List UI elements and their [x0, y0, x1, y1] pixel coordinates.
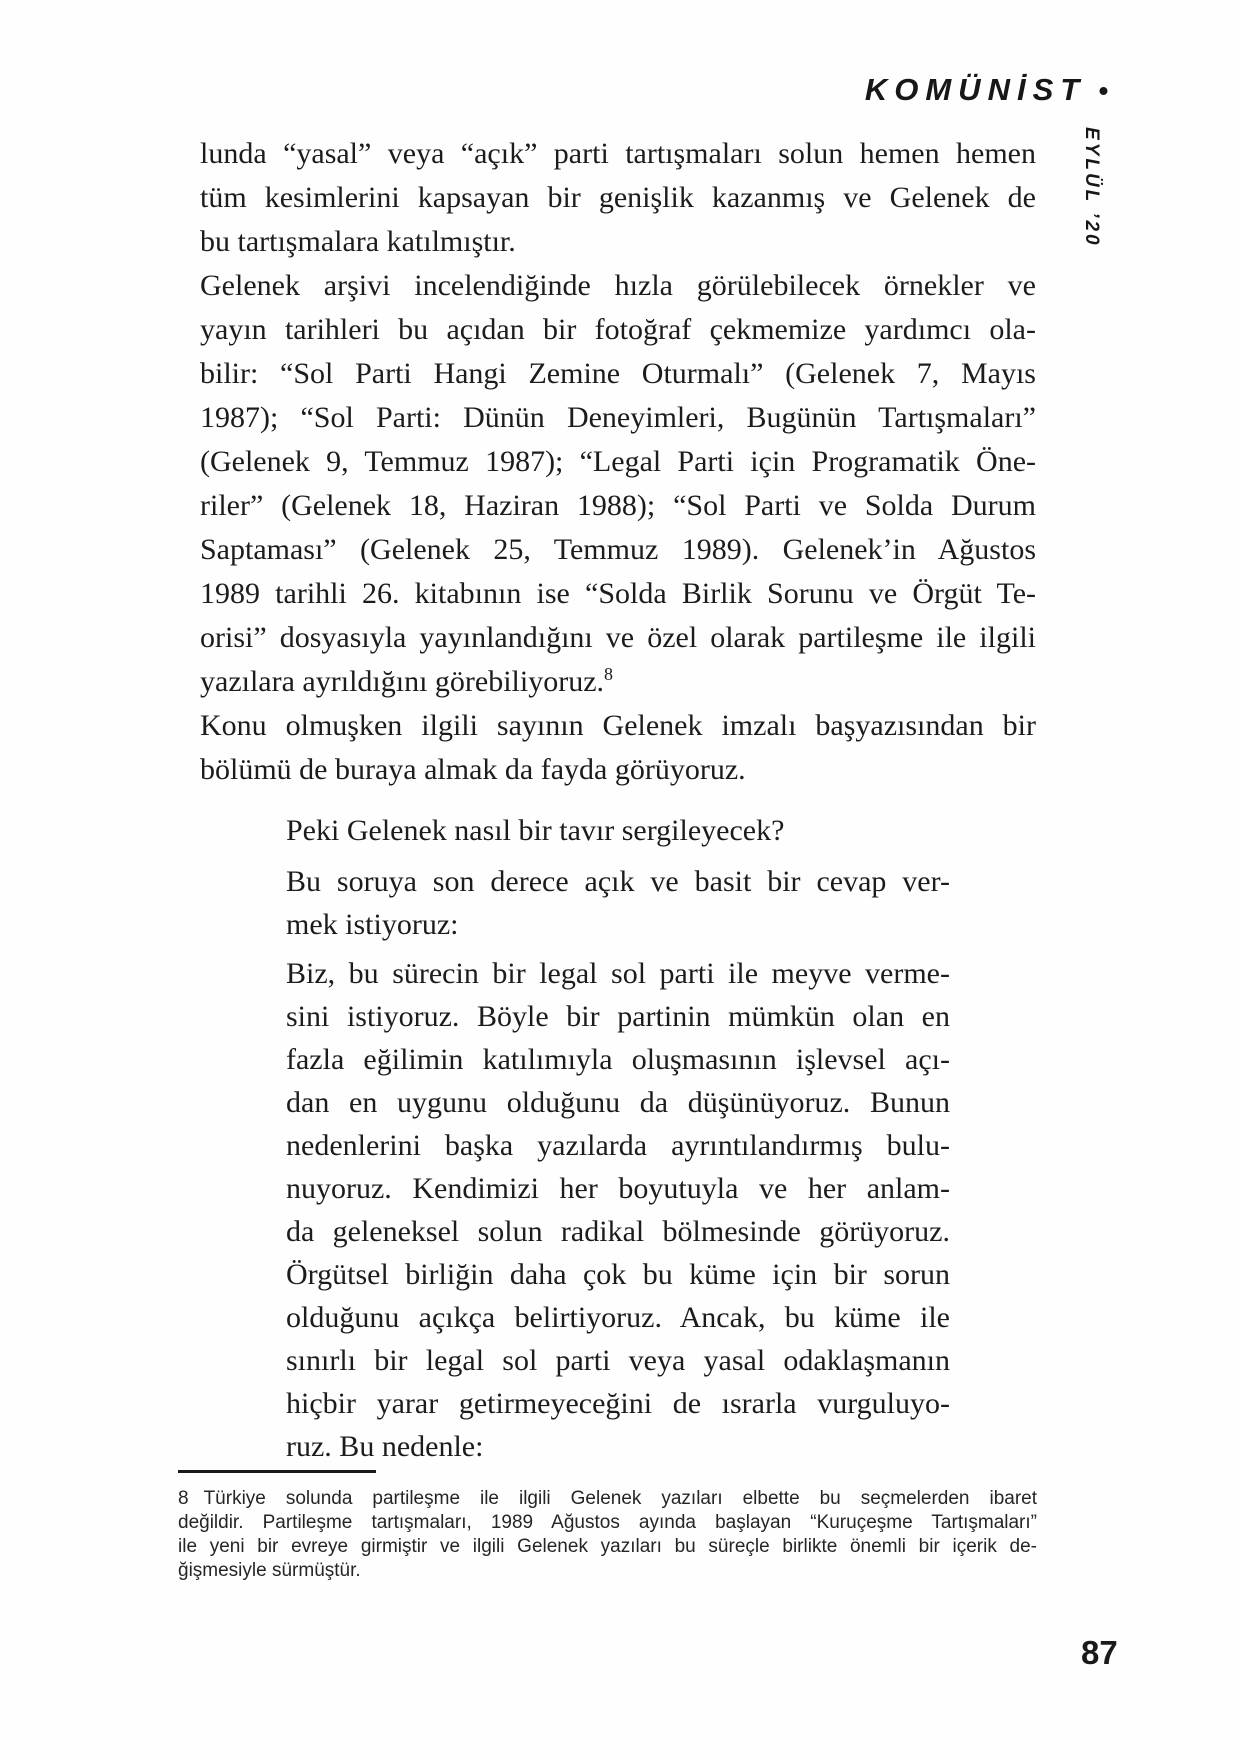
body-line: 1987); “Sol Parti: Dünün Deneyimleri, Bugünün Tartışmaları”: [200, 401, 1036, 434]
quote-line: mek istiyoruz:: [286, 908, 459, 941]
quote-line: Biz, bu sürecin bir legal sol parti ile meyve verme-: [286, 957, 950, 990]
body-line: 1989 tarihli 26. kitabının ise “Solda Birlik Sorunu ve Örgüt Te-: [200, 577, 1036, 610]
body-line-text: yazılara ayrıldığını görebiliyoruz.: [200, 665, 605, 698]
footnote-separator-rule: [178, 1470, 376, 1473]
footnote-reference: 8: [604, 664, 614, 684]
masthead-bullet-icon: •: [1098, 75, 1108, 106]
footnote-line-text: Türkiye solunda partileşme ile ilgili Gelenek yazıları elbette bu seçmelerden ibaret: [203, 1488, 1037, 1509]
quote-line: sini istiyoruz. Böyle bir partinin mümkün olan en: [286, 1000, 950, 1033]
body-line: Saptaması” (Gelenek 25, Temmuz 1989). Gelenek’in Ağustos: [200, 533, 1036, 566]
body-line: (Gelenek 9, Temmuz 1987); “Legal Parti için Programatik Öne-: [200, 445, 1036, 478]
quote-line: Bu soruya son derece açık ve basit bir cevap ver-: [286, 865, 950, 898]
footnote-line: [178, 1487, 1037, 1511]
body-line: bilir: “Sol Parti Hangi Zemine Oturmalı” (Gelenek 7, Mayıs: [200, 357, 1036, 390]
body-line: [200, 660, 1036, 704]
paragraph: [200, 704, 1036, 792]
paragraph: [200, 132, 1036, 264]
body-line: yayın tarihleri bu açıdan bir fotoğraf çekmemize yardımcı ola-: [200, 313, 1036, 346]
body-line: riler” (Gelenek 18, Haziran 1988); “Sol Parti ve Solda Durum: [200, 489, 1036, 522]
quote-line: Örgütsel birliğin daha çok bu küme için bir sorun: [286, 1258, 950, 1291]
quote-line: ruz. Bu nedenle:: [286, 1430, 484, 1463]
body-line: bölümü de buraya almak da fayda görüyoruz.: [200, 753, 746, 786]
page-number: 87: [1081, 1634, 1118, 1671]
body-line: lunda “yasal” veya “açık” parti tartışmaları solun hemen hemen: [200, 137, 1036, 170]
body-line: Konu olmuşken ilgili sayının Gelenek imzalı başyazısından bir: [200, 709, 1036, 742]
footnote-marker: 8: [178, 1488, 189, 1509]
quote-paragraph: [286, 809, 950, 852]
footnote-line: değildir. Partileşme tartışmaları, 1989 Ağustos ayında başlayan “Kuruçeşme Tartışmaları”: [178, 1512, 1037, 1533]
quote-line: Peki Gelenek nasıl bir tavır sergileyecek?: [286, 814, 785, 847]
footnote-line: ğişmesiyle sürmüştür.: [178, 1560, 361, 1581]
body-line: tüm kesimlerini kapsayan bir genişlik kazanmış ve Gelenek de: [200, 181, 1036, 214]
footnote: [178, 1470, 1037, 1583]
quote-line: da geleneksel solun radikal bölmesinde görüyoruz.: [286, 1215, 950, 1248]
quote-paragraph: [286, 860, 950, 946]
block-quote: [286, 809, 950, 1468]
quote-paragraph: [286, 952, 950, 1468]
quote-line: sınırlı bir legal sol parti veya yasal odaklaşmanın: [286, 1344, 950, 1377]
quote-line: nedenlerini başka yazılarda ayrıntılandırmış bulu-: [286, 1129, 950, 1162]
issue-label: EYLÜL ’20: [1081, 127, 1102, 248]
masthead: [865, 72, 1108, 108]
body-line: orisi” dosyasıyla yayınlandığını ve özel olarak partileşme ile ilgili: [200, 621, 1036, 654]
quote-line: hiçbir yarar getirmeyeceğini de ısrarla vurguluyo-: [286, 1387, 950, 1420]
journal-title: KOMÜNİST: [864, 72, 1087, 107]
main-text-column: [200, 132, 1036, 1468]
quote-line: olduğunu açıkça belirtiyoruz. Ancak, bu küme ile: [286, 1301, 950, 1334]
quote-line: dan en uygunu olduğunu da düşünüyoruz. Bunun: [286, 1086, 950, 1119]
paragraph: [200, 264, 1036, 704]
quote-line: nuyoruz. Kendimizi her boyutuyla ve her anlam-: [286, 1172, 950, 1205]
body-line: bu tartışmalara katılmıştır.: [200, 225, 516, 258]
quote-line: fazla eğilimin katılımıyla oluşmasının işlevsel açı-: [286, 1043, 950, 1076]
body-line: Gelenek arşivi incelendiğinde hızla görülebilecek örnekler ve: [200, 269, 1036, 302]
footnote-line: ile yeni bir evreye girmiştir ve ilgili Gelenek yazıları bu süreçle birlikte önemli bir içerik de-: [178, 1536, 1037, 1557]
